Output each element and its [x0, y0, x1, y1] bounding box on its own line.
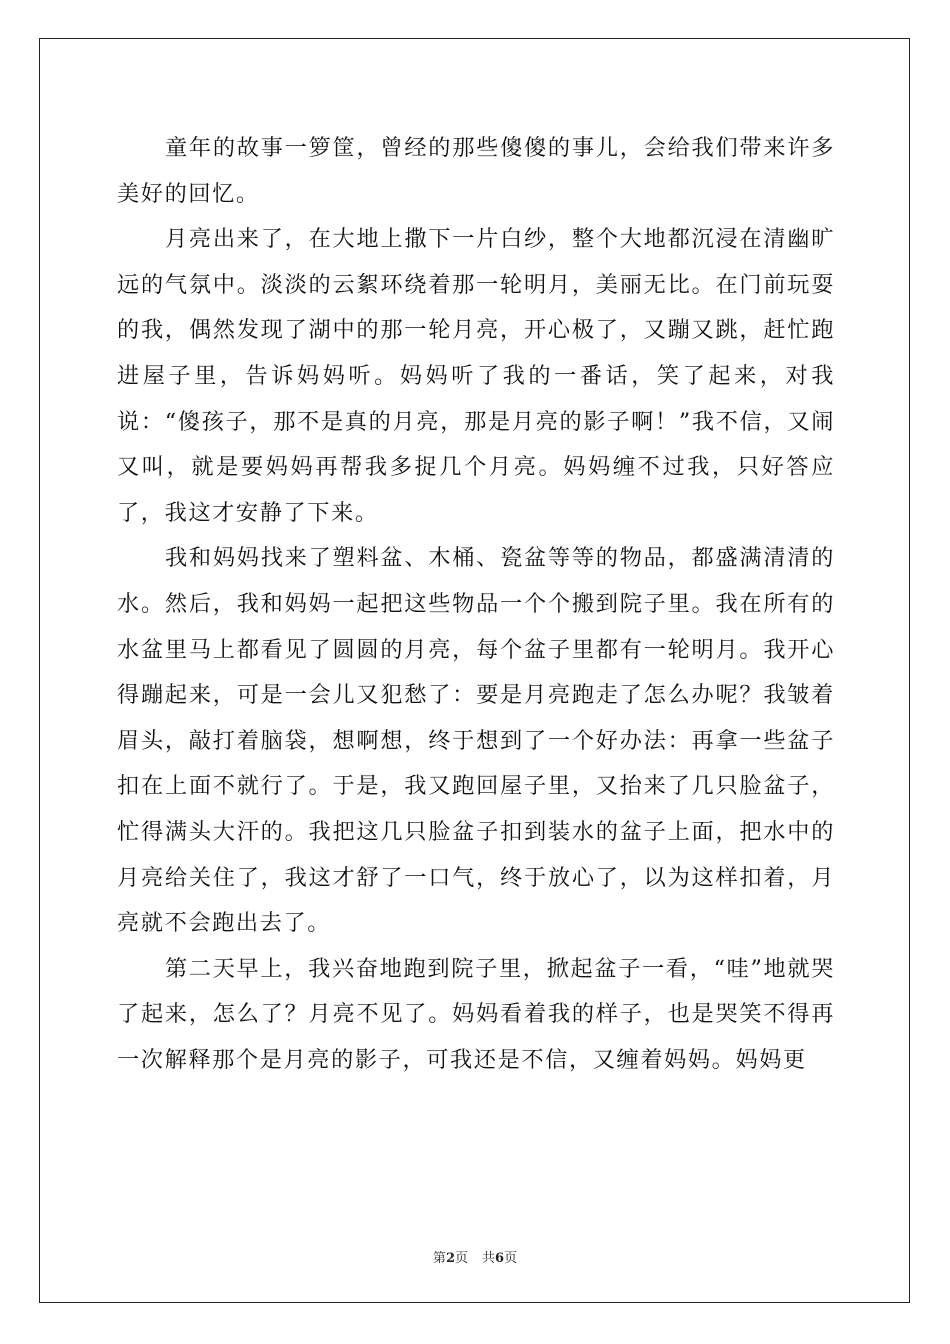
page-footer — [0, 1247, 950, 1266]
paragraph-3: 我和妈妈找来了塑料盆、木桶、瓷盆等等的物品，都盛满清清的水。然后，我和妈妈一起把这些物品一个个搬到院子里。我在所有的水盆里马上都看见了圆圆的月亮，每个盆子里都有一轮明月。我开心得蹦起来，可是一会儿又犯愁了：要是月亮跑走了怎么办呢？我皱着眉头，敲打着脑袋，想啊想，终于想到了一个好办法：再拿一些盆子扣在上面不就行了。于是，我又跑回屋子里，又抬来了几只脸盆子，忙得满头大汗的。我把这几只脸盆子扣到装水的盆子上面，把水中的月亮给关住了，我这才舒了一口气，终于放心了，以为这样扣着，月亮就不会跑出去了。 — [117, 545, 835, 937]
page-number-prefix: 第 — [432, 1251, 446, 1266]
page-number-label: 页 — [454, 1251, 468, 1266]
page-total-count: 6 — [495, 1251, 505, 1266]
paragraph-4: 第二天早上，我兴奋地跑到院子里，掀起盆子一看，“哇”地就哭了起来，怎么了？月亮不见了。妈妈看着我的样子，也是哭笑不得再一次解释那个是月亮的影子，可我还是不信，又缠着妈妈。妈妈更 — [117, 955, 835, 1073]
page-total-label: 页 — [504, 1251, 518, 1266]
page-total-prefix: 共 — [482, 1251, 496, 1266]
paragraph-1: 童年的故事一箩筐，曾经的那些傻傻的事儿，会给我们带来许多美好的回忆。 — [117, 135, 835, 207]
document-body — [117, 126, 835, 1083]
page-number-current: 2 — [445, 1251, 455, 1266]
paragraph-2: 月亮出来了，在大地上撒下一片白纱，整个大地都沉浸在清幽旷远的气氛中。淡淡的云絮环绕着那一轮明月，美丽无比。在门前玩耍的我，偶然发现了湖中的那一轮月亮，开心极了，又蹦又跳，赶忙跑进屋子里，告诉妈妈听。妈妈听了我的一番话，笑了起来，对我说：“傻孩子，那不是真的月亮，那是月亮的影子啊！”我不信，又闹又叫，就是要妈妈再帮我多捉几个月亮。妈妈缠不过我，只好答应了，我这才安静了下来。 — [117, 226, 835, 526]
